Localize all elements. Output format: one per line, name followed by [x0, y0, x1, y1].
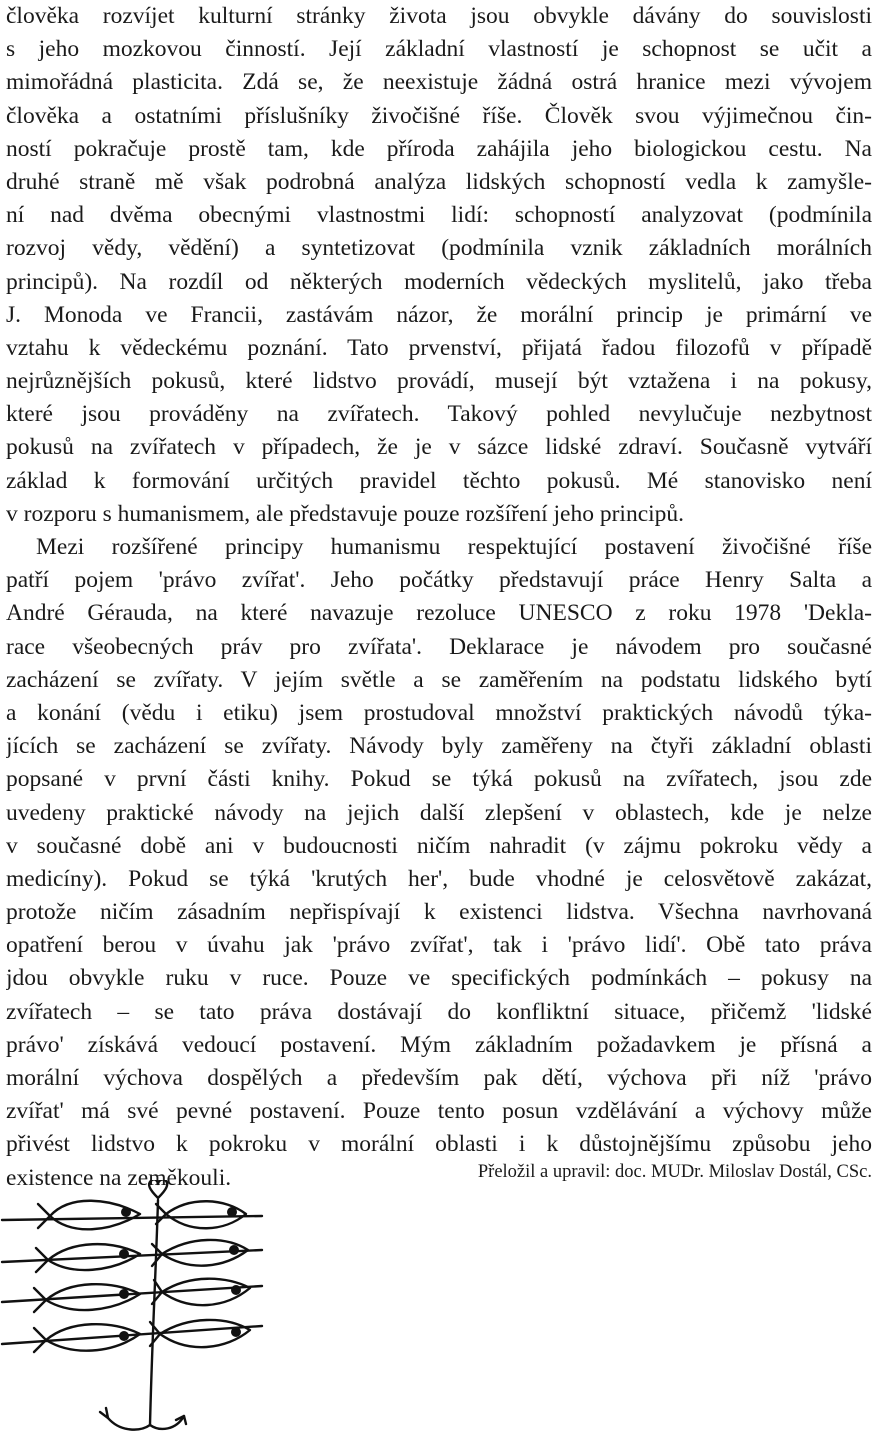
text-line: v současné době ani v budoucnosti ničím nahradit (v zájmu pokroku vědy a	[6, 832, 872, 859]
text-line: mimořádná plasticita. Zdá se, že neexistuje žádná ostrá hranice mezi vývojem	[6, 69, 872, 96]
text-line: v rozporu s humanismem, ale představuje pouze rozšíření jeho principů.	[6, 500, 685, 527]
text-line: medicíny). Pokud se týká 'krutých her', bude vhodné je celosvětově zakázat,	[6, 865, 872, 892]
text-line: jících se zacházení se zvířaty. Návody byly zaměřeny na čtyři základní oblasti	[6, 733, 872, 760]
text-line: popsané v první části knihy. Pokud se týká pokusů na zvířatech, jsou zde	[6, 766, 872, 793]
text-line: zvířat' má své pevné postavení. Pouze tento posun vzdělávání a výchovy může	[6, 1098, 872, 1125]
text-line: s jeho mozkovou činností. Její základní vlastností je schopnost se učit a	[6, 36, 872, 63]
text-line: jdou obvykle ruku v ruce. Pouze ve specifických podmínkách – pokusy na	[6, 965, 872, 992]
text-line: druhé straně mě však podrobná analýza lidských schopností vedla k zamyšle-	[6, 168, 872, 195]
text-line: rozvoj vědy, vědění) a syntetizovat (podmínila vznik základních morálních	[6, 235, 872, 262]
text-line: vztahu k vědeckému poznání. Tato prvenství, přijatá řadou filozofů v případě	[6, 334, 872, 361]
text-line: základ k formování určitých pravidel těchto pokusů. Mé stanovisko není	[6, 467, 872, 494]
text-line: Mezi rozšířené principy humanismu respektující postavení živočišné říše	[36, 534, 872, 560]
text-line: principů). Na rozdíl od některých moderních vědeckých myslitelů, jako třeba	[6, 268, 872, 295]
text-line: protože ničím zásadním nepřispívají k existenci lidstva. Všechna navrhovaná	[6, 899, 872, 926]
text-line: zvířatech – se tato práva dostávají do konfliktní situace, přičemž 'lidské	[6, 998, 872, 1025]
text-line: které jsou prováděny na zvířatech. Takový pohled nevylučuje nezbytnost	[6, 401, 872, 428]
text-line: právo' získává vedoucí postavení. Mým základním požadavkem je přísná a	[6, 1031, 872, 1058]
text-line: race všeobecných práv pro zvířata'. Deklarace je návodem pro současné	[6, 633, 872, 660]
text-line: zacházení se zvířaty. V jejím světle a se zaměřením na podstatu lidského bytí	[6, 666, 872, 693]
text-line: J. Monoda ve Francii, zastávám názor, že morální princip je primární ve	[6, 301, 872, 328]
text-line: uvedeny praktické návody na jejich další zlepšení v oblastech, kde je nelze	[6, 799, 872, 826]
text-line: André Gérauda, na které navazuje rezoluce UNESCO z roku 1978 'Dekla-	[6, 600, 872, 627]
text-line: patří pojem 'právo zvířat'. Jeho počátky představují práce Henry Salta a	[6, 567, 872, 594]
text-line: člověka a ostatními příslušníky živočišné říše. Člověk svou výjimečnou čin-	[6, 102, 872, 129]
text-line: opatření berou v úvahu jak 'právo zvířat', tak i 'právo lidí'. Obě tato práva	[6, 932, 872, 959]
text-line: a konání (vědu i etiku) jsem prostudoval množství praktických návodů týka-	[6, 699, 872, 726]
text-line: přivést lidstvo k pokroku v morální oblasti i k důstojnějšímu způsobu jeho	[6, 1131, 872, 1158]
translator-credit: Přeložil a upravil: doc. MUDr. Miloslav Dostál, CSc.	[477, 1162, 872, 1182]
text-line: morální výchova dospělých a především pak dětí, výchova při níž 'právo	[6, 1065, 872, 1091]
text-line: ností pokračuje prostě tam, kde příroda zahájila jeho biologickou cestu. Na	[6, 135, 872, 162]
text-line: pokusů na zvířatech v případech, že je v sázce lidské zdraví. Současně vytváří	[6, 434, 872, 461]
tree-of-fish-emblem-icon	[0, 1180, 300, 1450]
text-line: nejrůznějších pokusů, které lidstvo provádí, musejí být vztažena i na pokusy,	[6, 368, 872, 395]
body-text	[6, 0, 872, 1195]
text-line: existence na zeměkouli.	[6, 1164, 232, 1191]
text-line: ní nad dvěma obecnými vlastnostmi lidí: schopností analyzovat (podmínila	[6, 202, 872, 229]
text-line: člověka rozvíjet kulturní stránky života jsou obvykle dávány do souvislosti	[6, 3, 872, 29]
